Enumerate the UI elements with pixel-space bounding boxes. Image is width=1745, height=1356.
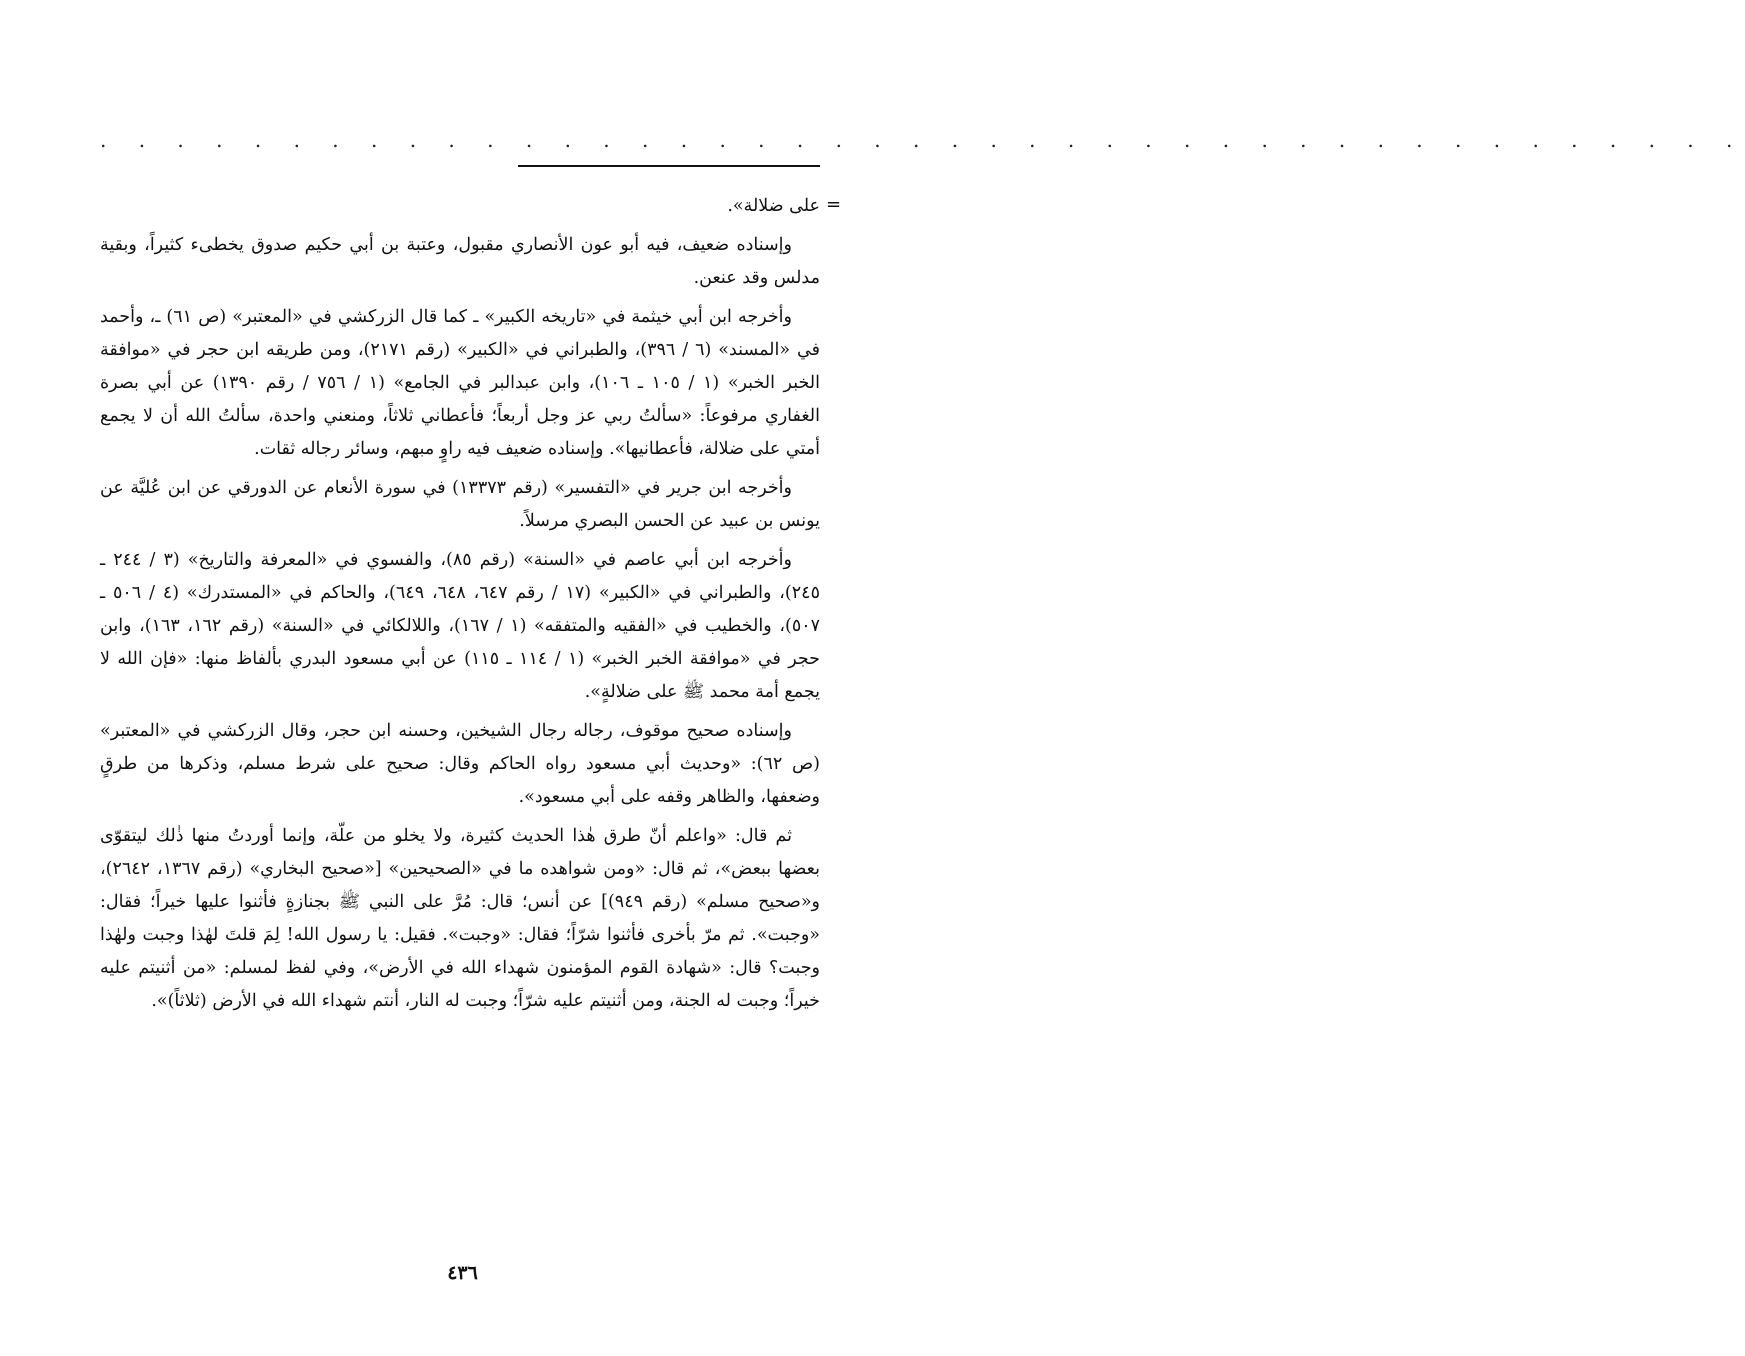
footnote-paragraph: وإسناده ضعيف، فيه أبو عون الأنصاري مقبول، وعتبة بن أبي حكيم صدوق يخطىء كثيراً، وبقية مدلس وقد عنعن. xyxy=(100,235,820,288)
footnote-paragraph: وأخرجه ابن جرير في «التفسير» (رقم ١٣٣٧٣) في سورة الأنعام عن الدورقي عن ابن عُليَّة عن يونس بن عبيد عن الحسن البصري مرسلاً. xyxy=(100,478,820,531)
footnote-paragraph: على ضلالة». xyxy=(727,196,820,216)
footnote-paragraph: ثم قال: «واعلم أنّ طرق هٰذا الحديث كثيرة، ولا يخلو من علّة، وإنما أوردتُ منها ذٰلك ليتقوّى بعضها ببعض»، ثم قال: «ومن شواهده ما في «الصحيحين» [«صحيح البخاري» (رقم ١٣٦٧، ٢٦٤٢)، و«صحيح مسلم» (رقم ٩٤٩)] عن أنس؛ قال: مُرَّ على النبي ﷺ بجنازةٍ فأثنوا عليها خيراً؛ فقال: «وجبت». ثم مرّ بأخرى فأثنوا شرّاً؛ فقال: «وجبت». فقيل: يا رسول الله! لِمَ قلتَ لهٰذا وجبت ولهٰذا وجبت؟ قال: «شهادة القوم المؤمنون شهداء الله في الأرض»، وفي لفظ لمسلم: «من أثنيتم عليه خيراً؛ وجبت له الجنة، ومن أثنيتم عليه شرّاً؛ وجبت له النار، أنتم شهداء الله في الأرض (ثلاثاً)». xyxy=(100,826,820,1011)
footnote-paragraph: وإسناده صحيح موقوف، رجاله رجال الشيخين، وحسنه ابن حجر، وقال الزركشي في «المعتبر» (ص ٦٢): «وحديث أبي مسعود رواه الحاكم وقال: صحيح على شرط مسلم، وذكرها من طرقٍ وضعفها، والظاهر وقفه على أبي مسعود». xyxy=(100,721,820,807)
separator-dots: . . . . . . . . . . . . . . . . . . . . . . . . . . . . . . . . . . . . . . . . . . . xyxy=(100,128,1745,152)
continuation-mark: = xyxy=(826,194,842,215)
page-number: ٤٣٦ xyxy=(447,1262,478,1284)
footnote-paragraph: وأخرجه ابن أبي عاصم في «السنة» (رقم ٨٥)، والفسوي في «المعرفة والتاريخ» (٣ / ٢٤٤ ـ ٢٤٥)، والطبراني في «الكبير» (١٧ / رقم ٦٤٧، ٦٤٨، ٦٤٩)، والحاكم في «المستدرك» (٤ / ٥٠٦ ـ ٥٠٧)، والخطيب في «الفقيه والمتفقه» (١ / ١٦٧)، واللالكائي في «السنة» (رقم ١٦٢، ١٦٣)، وابن حجر في «موافقة الخبر الخبر» (١ / ١١٤ ـ ١١٥) عن أبي مسعود البدري بألفاظ منها: «فإن الله لا يجمع أمة محمد ﷺ على ضلالةٍ». xyxy=(100,550,821,702)
footnote-rule xyxy=(518,165,820,167)
footnote-body xyxy=(100,190,820,1024)
footnote-paragraph: وأخرجه ابن أبي خيثمة في «تاريخه الكبير» ـ كما قال الزركشي في «المعتبر» (ص ٦١) ـ، وأحمد في «المسند» (٦ / ٣٩٦)، والطبراني في «الكبير» (رقم ٢١٧١)، ومن طريقه ابن حجر في «موافقة الخبر الخبر» (١ / ١٠٥ ـ ١٠٦)، وابن عبدالبر في الجامع» (١ / ٧٥٦ / رقم ١٣٩٠) عن أبي بصرة الغفاري مرفوعاً: «سألتُ ربي عز وجل أربعاً؛ فأعطاني ثلاثاً، ومنعني واحدة، سألتُ الله أن لا يجمع أمتي على ضلالة، فأعطانيها». وإسناده ضعيف فيه راوٍ مبهم، وسائر رجاله ثقات. xyxy=(100,307,820,459)
